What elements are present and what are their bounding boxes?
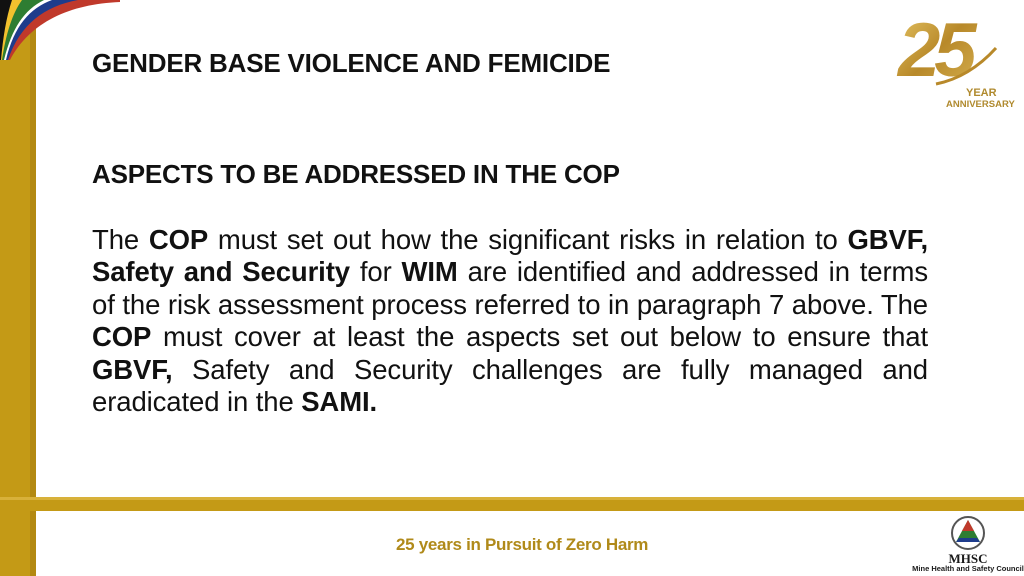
body-paragraph (92, 224, 928, 418)
mhsc-full-name: Mine Health and Safety Council (912, 564, 1024, 573)
body-bold-run: WIM (401, 256, 458, 288)
body-text-run: The (92, 224, 149, 255)
anniversary-logo (896, 10, 1015, 110)
body-bold-run: COP (148, 224, 209, 255)
anniversary-label: ANNIVERSARY (946, 99, 1015, 110)
body-text-run: must set out how the significant risks in relation to (208, 224, 848, 255)
body-text-run: must cover at least the aspects set out below to ensure that (151, 321, 928, 353)
bottom-gold-band (0, 497, 1024, 511)
body-bold-run: GBVF, Safety and Security (92, 224, 928, 288)
footer-tagline: 25 years in Pursuit of Zero Harm (396, 535, 649, 554)
anniversary-year-label: YEAR (966, 87, 997, 99)
body-bold-run: SAMI. (301, 386, 378, 418)
body-text-run: Safety and Security challenges are fully managed and eradicated in the (92, 353, 928, 418)
left-gold-bar (0, 0, 36, 576)
body-text-run: are identified and addressed in terms of the risk assessment process referred to in paragraph 7 above. The (92, 256, 928, 320)
anniversary-25-graphic (896, 10, 1014, 90)
slide-title: GENDER BASE VIOLENCE AND FEMICIDE (92, 48, 611, 78)
body-bold-run: COP (92, 321, 152, 353)
body-text-run: for (349, 256, 402, 288)
anniversary-number: 25 (898, 10, 971, 90)
mhsc-logo (912, 516, 1024, 574)
mhsc-abbrev: MHSC (948, 551, 988, 566)
section-heading: ASPECTS TO BE ADDRESSED IN THE COP (92, 159, 620, 189)
mhsc-emblem-icon (912, 516, 1024, 552)
body-bold-run: GBVF, (92, 353, 173, 385)
